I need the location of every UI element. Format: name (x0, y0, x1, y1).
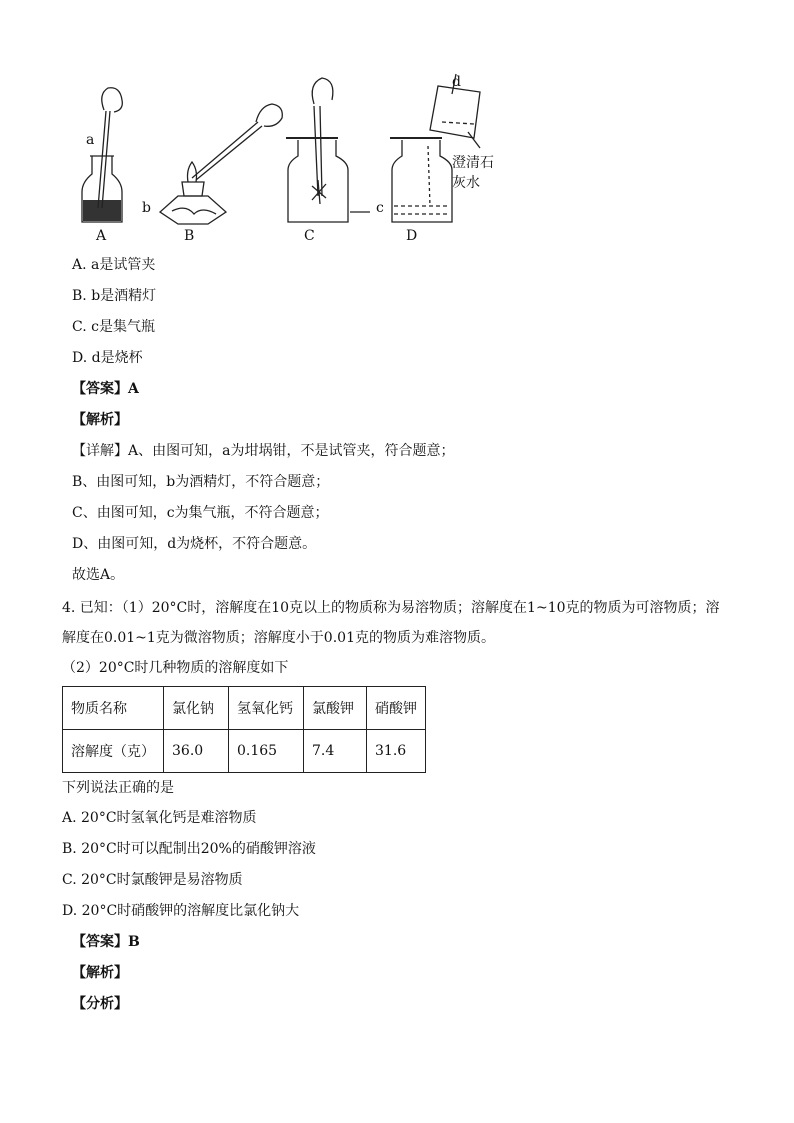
table-cell: 氯化钠 (164, 687, 229, 730)
apparatus-drawing (60, 66, 520, 226)
table-cell: 氢氧化钙 (229, 687, 304, 730)
q4-answer: 【答案】B (72, 934, 140, 950)
q3-detail-line: D、由图可知，d为烧杯，不符合题意。 (72, 536, 317, 552)
q4-analysis-heading: 【解析】 (72, 965, 128, 981)
q4-option-d: D. 20°C时硝酸钾的溶解度比氯化钠大 (62, 903, 300, 919)
q3-answer: 【答案】A (72, 381, 139, 397)
table-row (63, 730, 426, 773)
table-header-row (63, 687, 426, 730)
table-cell: 31.6 (367, 730, 426, 773)
table-cell: 36.0 (164, 730, 229, 773)
limewater-label-1: 澄清石 (452, 155, 494, 171)
caption-b: B (184, 228, 195, 244)
apparatus-figure (60, 66, 520, 246)
q3-option-c: C. c是集气瓶 (72, 319, 155, 335)
caption-d: D (406, 228, 418, 244)
q4-stem-line: 4. 已知：（1）20°C时，溶解度在10克以上的物质称为易溶物质；溶解度在1~10克的物质为可溶物质；溶 (62, 600, 720, 616)
q4-question: 下列说法正确的是 (62, 780, 174, 796)
label-b: b (142, 200, 151, 216)
caption-c: C (304, 228, 315, 244)
table-cell: 硝酸钾 (367, 687, 426, 730)
table-cell: 物质名称 (63, 687, 164, 730)
label-c: c (376, 200, 384, 216)
q3-option-b: B. b是酒精灯 (72, 288, 157, 304)
q4-stem-line: 解度在0.01~1克为微溶物质；溶解度小于0.01克的物质为难溶物质。 (62, 630, 495, 646)
table-cell: 溶解度（克） (63, 730, 164, 773)
q3-detail-line: B、由图可知，b为酒精灯，不符合题意； (72, 474, 330, 490)
q4-stem-line: （2）20°C时几种物质的溶解度如下 (62, 660, 289, 676)
q3-detail-line: C、由图可知，c为集气瓶，不符合题意； (72, 505, 329, 521)
q4-option-c: C. 20°C时氯酸钾是易溶物质 (62, 872, 243, 888)
label-d: d (452, 74, 461, 90)
q3-detail-line: 【详解】A、由图可知，a为坩埚钳，不是试管夹，符合题意； (72, 443, 455, 459)
q4-option-b: B. 20°C时可以配制出20%的硝酸钾溶液 (62, 841, 316, 857)
table-cell: 7.4 (304, 730, 367, 773)
q3-option-a: A. a是试管夹 (72, 257, 156, 273)
caption-a: A (96, 228, 107, 244)
q3-conclusion: 故选A。 (72, 567, 125, 583)
q3-analysis-heading: 【解析】 (72, 412, 128, 428)
table-cell: 氯酸钾 (304, 687, 367, 730)
label-a: a (86, 132, 95, 148)
limewater-label-2: 灰水 (452, 175, 480, 191)
q4-option-a: A. 20°C时氢氧化钙是难溶物质 (62, 810, 257, 826)
solubility-table (62, 686, 426, 773)
q3-option-d: D. d是烧杯 (72, 350, 143, 366)
table-cell: 0.165 (229, 730, 304, 773)
q4-fenxi-heading: 【分析】 (72, 996, 128, 1012)
